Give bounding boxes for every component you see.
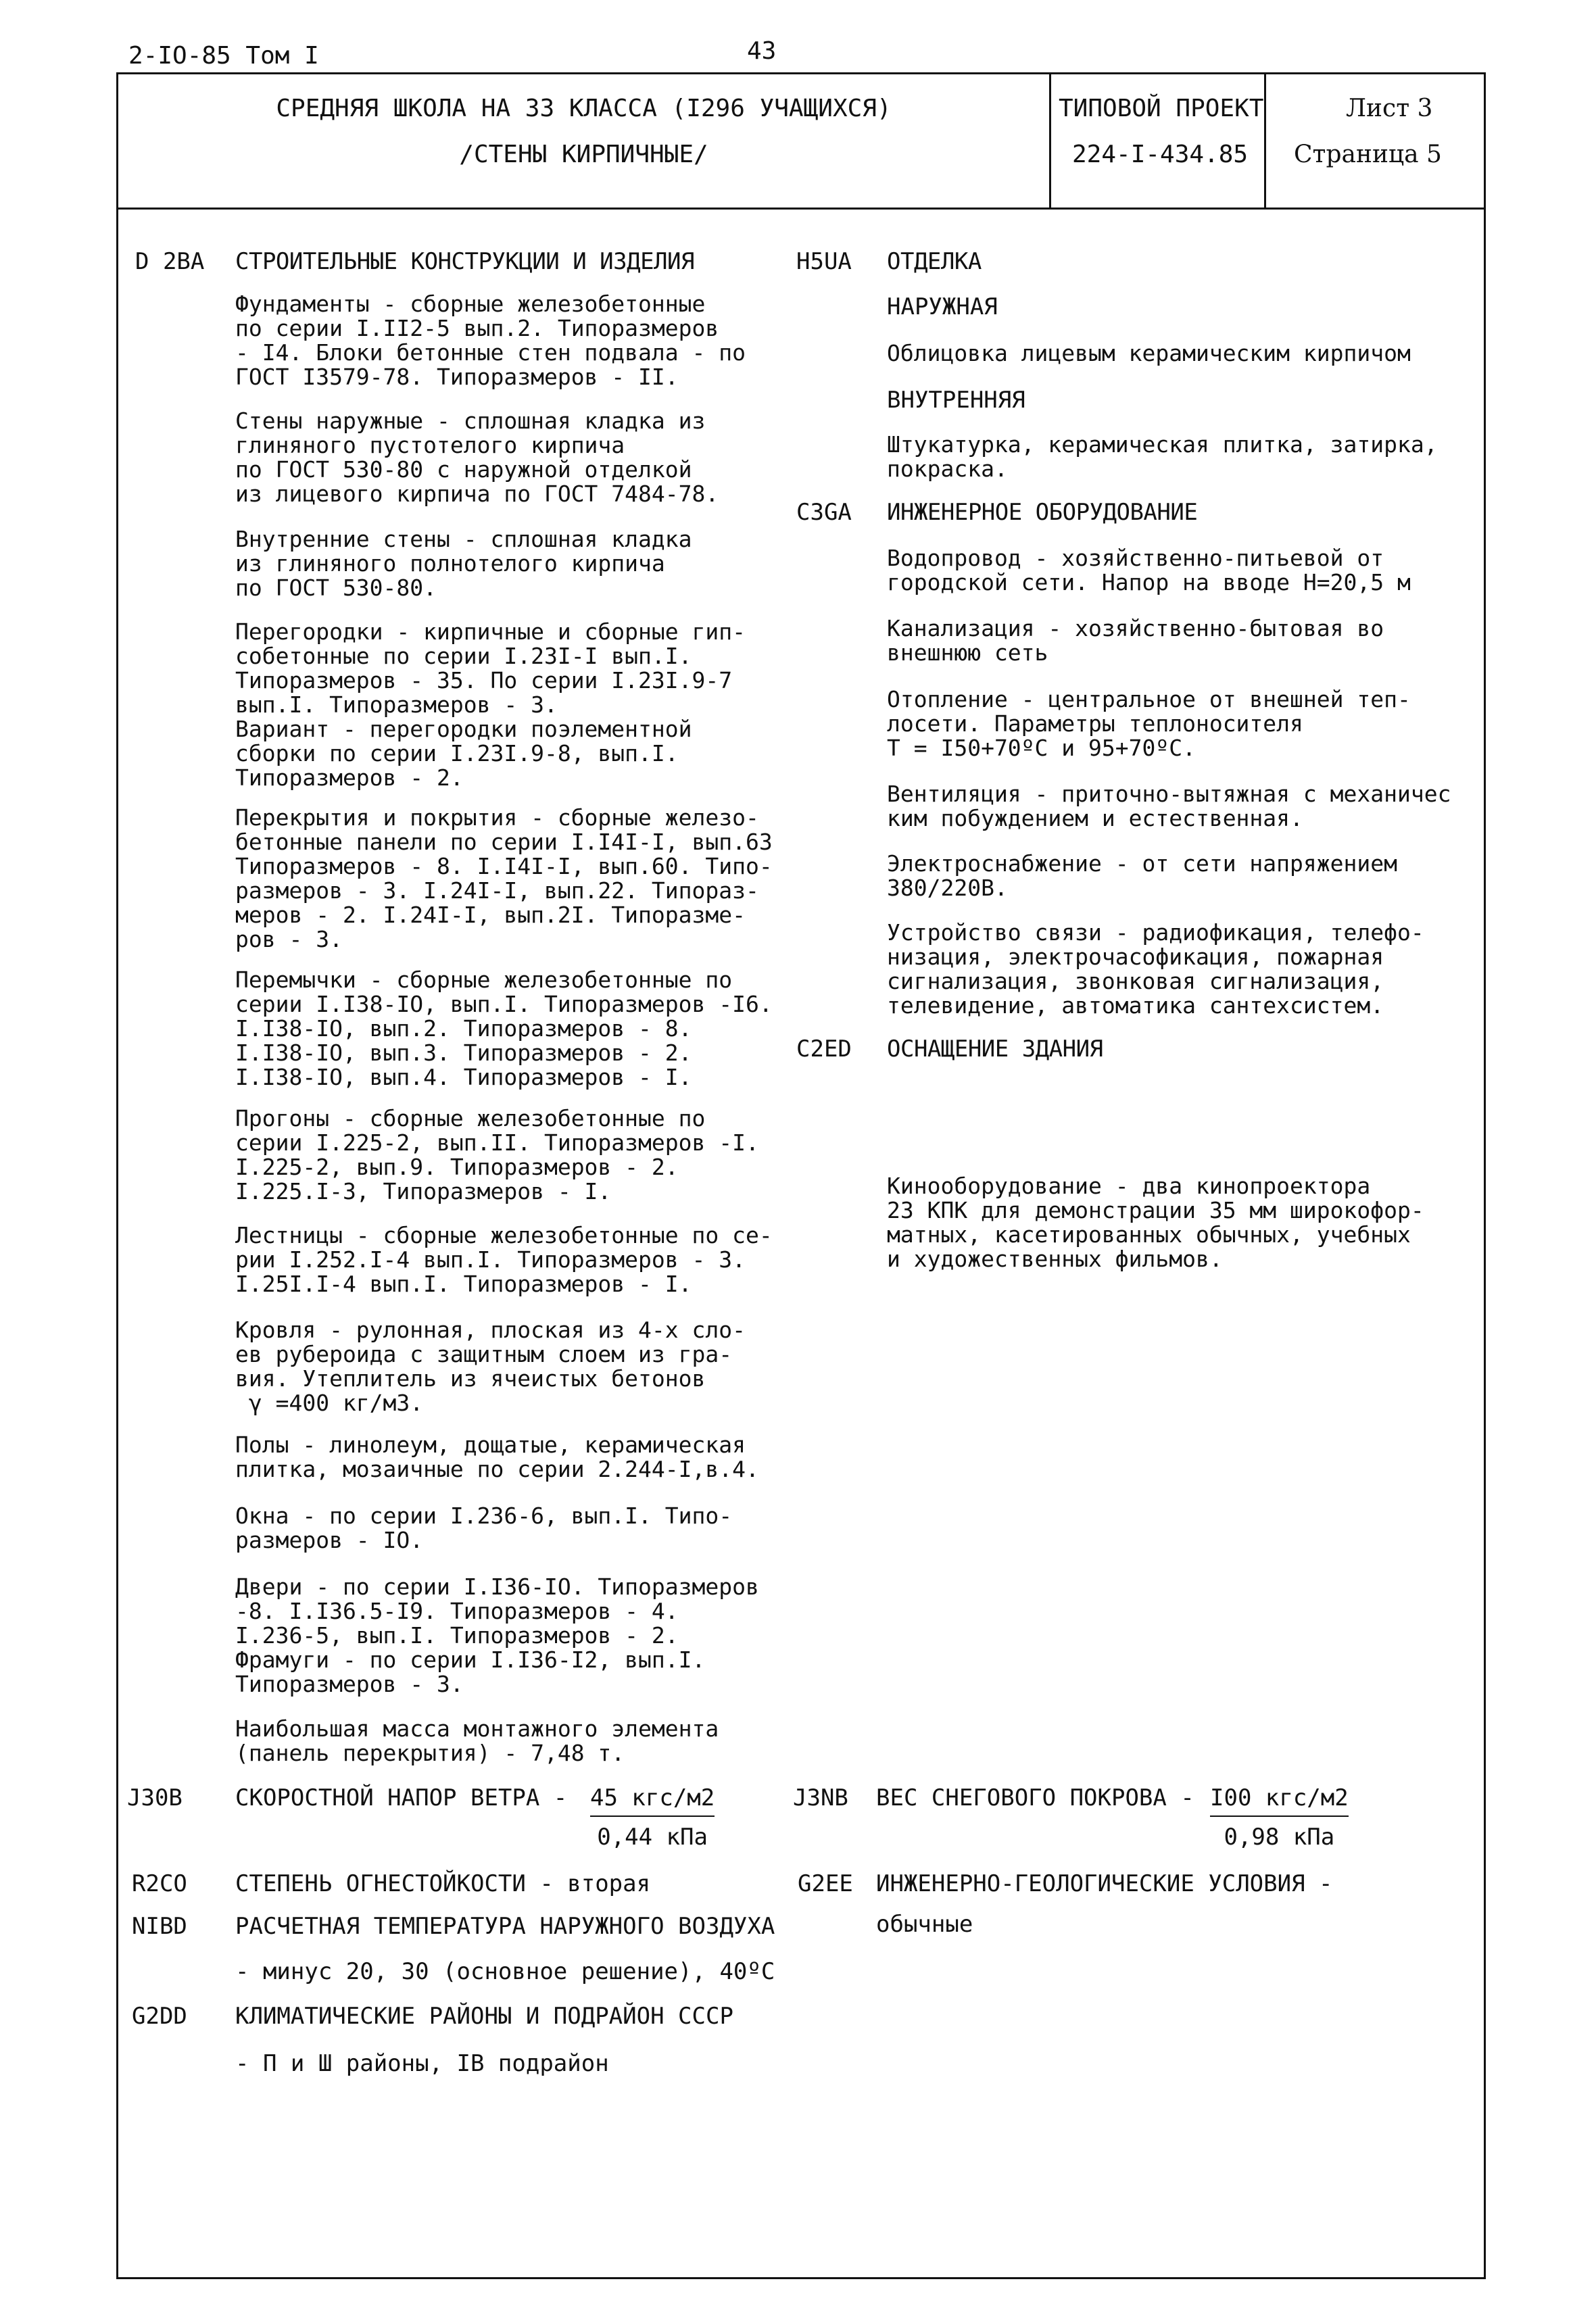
title-block bbox=[118, 74, 1484, 210]
section-heading-structures: СТРОИТЕЛЬНЫЕ КОНСТРУКЦИИ И ИЗДЕЛИЯ bbox=[235, 248, 694, 275]
section-code: J3NB bbox=[793, 1784, 848, 1811]
wind-pressure-kpa: 0,44 кПа bbox=[597, 1824, 708, 1851]
section-code: R2CO bbox=[132, 1870, 187, 1897]
section-code: G2DD bbox=[132, 2003, 187, 2030]
section-code: C2ED bbox=[796, 1035, 852, 1063]
snow-load-kgs: I00 кгс/м2 bbox=[1210, 1784, 1349, 1817]
wind-pressure-value bbox=[590, 1784, 715, 1851]
page-number: 43 bbox=[747, 37, 777, 65]
section-heading-engineering: ИНЖЕНЕРНОЕ ОБОРУДОВАНИЕ bbox=[887, 499, 1198, 526]
paragraph-floors-roofs: Перекрытия и покрытия - сборные железо- бетонные панели по серии I.I4I-I, вып.63 Типоразмеров - 8. I.I4I-I, вып.60. Типо- размеров - 3. I.24I-I, вып.22. Типораз- меров - 2. I.24I-I, вып.2I. Типоразме- ров - 3. bbox=[235, 804, 773, 952]
title-cell bbox=[118, 74, 1051, 208]
subheading-exterior: НАРУЖНАЯ bbox=[887, 293, 998, 320]
section-heading-equipment: ОСНАЩЕНИЕ ЗДАНИЯ bbox=[887, 1035, 1103, 1063]
paragraph-interior-finish: Штукатурка, керамическая плитка, затирка, покраска. bbox=[887, 431, 1438, 482]
paragraph-interior-walls: Внутренние стены - сплошная кладка из глиняного полнотелого кирпича по ГОСТ 530-80. bbox=[235, 526, 692, 601]
paragraph-exterior-finish: Облицовка лицевым керамическим кирпичом bbox=[887, 340, 1411, 366]
paragraph-stairs: Лестницы - сборные железобетонные по се- рии I.252.I-4 вып.I. Типоразмеров - 3. I.25I.I-4 вып.I. Типоразмеров - I. bbox=[235, 1222, 773, 1297]
section-code: C3GA bbox=[796, 499, 852, 526]
project-number: 224-I-434.85 bbox=[1072, 141, 1249, 168]
climate-regions-label: КЛИМАТИЧЕСКИЕ РАЙОНЫ И ПОДРАЙОН СССР bbox=[235, 2003, 733, 2030]
project-label: ТИПОВОЙ ПРОЕКТ bbox=[1059, 95, 1264, 122]
paragraph-water-supply: Водопровод - хозяйственно-питьевой от городской сети. Напор на вводе Н=20,5 м bbox=[887, 545, 1411, 595]
design-temperature-label: РАСЧЕТНАЯ ТЕМПЕРАТУРА НАРУЖНОГО ВОЗДУХА bbox=[235, 1913, 775, 1940]
sheet-cell bbox=[1268, 74, 1486, 208]
section-code: G2EE bbox=[798, 1870, 853, 1897]
section-code: J30B bbox=[127, 1784, 183, 1811]
paragraph-floor-finish: Полы - линолеум, дощатые, керамическая плитка, мозаичные по серии 2.244-I,в.4. bbox=[235, 1432, 759, 1482]
paragraph-lintels: Перемычки - сборные железобетонные по серии I.I38-IO, вып.I. Типоразмеров -I6. I.I38-IO, вып.2. Типоразмеров - 8. I.I38-IO, вып.3. Типоразмеров - 2. I.I38-IO, вып.4. Типоразмеров - I. bbox=[235, 967, 773, 1090]
section-code: NIBD bbox=[132, 1913, 187, 1940]
paragraph-roofing: Кровля - рулонная, плоская из 4-х сло- ев рубероида с защитным слоем из гра- вия. Утеплитель из ячеистых бетонов γ =400 кг/м3. bbox=[235, 1317, 746, 1416]
document-title: СРЕДНЯЯ ШКОЛА НА 33 КЛАССА (I296 УЧАЩИХСЯ) bbox=[276, 95, 892, 122]
paragraph-windows: Окна - по серии I.236-6, вып.I. Типо- размеров - IO. bbox=[235, 1503, 733, 1553]
paragraph-doors: Двери - по серии I.I36-IO. Типоразмеров -8. I.I36.5-I9. Типоразмеров - 4. I.236-5, вып.I. Типоразмеров - 2. Фрамуги - по серии I.I36-I2, вып.I. Типоразмеров - 3. bbox=[235, 1574, 759, 1697]
project-cell bbox=[1053, 74, 1266, 208]
document-subtitle: /СТЕНЫ КИРПИЧНЫЕ/ bbox=[459, 141, 708, 168]
paragraph-max-mass: Наибольшая масса монтажного элемента (панель перекрытия) - 7,48 т. bbox=[235, 1715, 719, 1766]
section-heading-finish: ОТДЕЛКА bbox=[887, 248, 982, 275]
subheading-interior: ВНУТРЕННЯЯ bbox=[887, 387, 1025, 414]
snow-load-kpa: 0,98 кПа bbox=[1224, 1824, 1335, 1851]
paragraph-cinema-equipment: Кинооборудование - два кинопроектора 23 КПК для демонстрации 35 мм широкофор- матных, касетированных обычных, учебных и художественных фильмов. bbox=[887, 1173, 1424, 1272]
doc-reference: 2-IO-85 Том I bbox=[128, 42, 319, 70]
fire-resistance: СТЕПЕНЬ ОГНЕСТОЙКОСТИ - вторая bbox=[235, 1870, 651, 1897]
wind-pressure-label: СКОРОСТНОЙ НАПОР ВЕТРА - bbox=[235, 1784, 568, 1811]
paragraph-foundations: Фундаменты - сборные железобетонные по серии I.II2-5 вып.2. Типоразмеров - I4. Блоки бетонные стен подвала - по ГОСТ I3579-78. Типоразмеров - II. bbox=[235, 291, 746, 390]
paragraph-purlins: Прогоны - сборные железобетонные по серии I.225-2, вып.II. Типоразмеров -I. I.225-2, вып.9. Типоразмеров - 2. I.225.I-3, Типоразмеров - I. bbox=[235, 1105, 759, 1204]
sheet-page: Страница 5 bbox=[1294, 141, 1442, 168]
paragraph-sewerage: Канализация - хозяйственно-бытовая во внешнюю сеть bbox=[887, 615, 1384, 666]
paragraph-heating: Отопление - центральное от внешней теп- лосети. Параметры теплоносителя Т = I50+70ºС и 95+70ºС. bbox=[887, 686, 1411, 761]
geological-conditions-label: ИНЖЕНЕРНО-ГЕОЛОГИЧЕСКИЕ УСЛОВИЯ - bbox=[876, 1870, 1333, 1897]
geological-conditions-value: обычные bbox=[876, 1911, 973, 1938]
sheet-number: Лист 3 bbox=[1346, 95, 1433, 122]
paragraph-communications: Устройство связи - радиофикация, телефо- низация, электрочасофикация, пожарная сигнализация, звонковая сигнализация, телевидение, автоматика сантехсистем. bbox=[887, 919, 1424, 1019]
wind-pressure-kgs: 45 кгс/м2 bbox=[590, 1784, 715, 1817]
snow-load-value bbox=[1210, 1784, 1349, 1851]
paragraph-partitions: Перегородки - кирпичные и сборные гип- собетонные по серии I.23I-I вып.I. Типоразмеров - 35. По серии I.23I.9-7 вып.I. Типоразмеров - 3. Вариант - перегородки поэлементной сборки по серии I.23I.9-8, вып.I. Типоразмеров - 2. bbox=[235, 618, 746, 791]
snow-load-label: ВЕС СНЕГОВОГО ПОКРОВА - bbox=[876, 1784, 1194, 1811]
paragraph-ventilation: Вентиляция - приточно-вытяжная с механичес ким побуждением и естественная. bbox=[887, 781, 1451, 831]
section-code: D 2BA bbox=[135, 248, 205, 275]
paragraph-exterior-walls: Стены наружные - сплошная кладка из глиняного пустотелого кирпича по ГОСТ 530-80 с наружной отделкой из лицевого кирпича по ГОСТ 7484-78. bbox=[235, 408, 719, 507]
paragraph-power-supply: Электроснабжение - от сети напряжением 380/220В. bbox=[887, 850, 1397, 901]
climate-regions-value: - П и Ш районы, IВ подрайон bbox=[235, 2050, 609, 2077]
design-temperature-value: - минус 20, 30 (основное решение), 40ºС bbox=[235, 1958, 775, 1985]
section-code: H5UA bbox=[796, 248, 852, 275]
